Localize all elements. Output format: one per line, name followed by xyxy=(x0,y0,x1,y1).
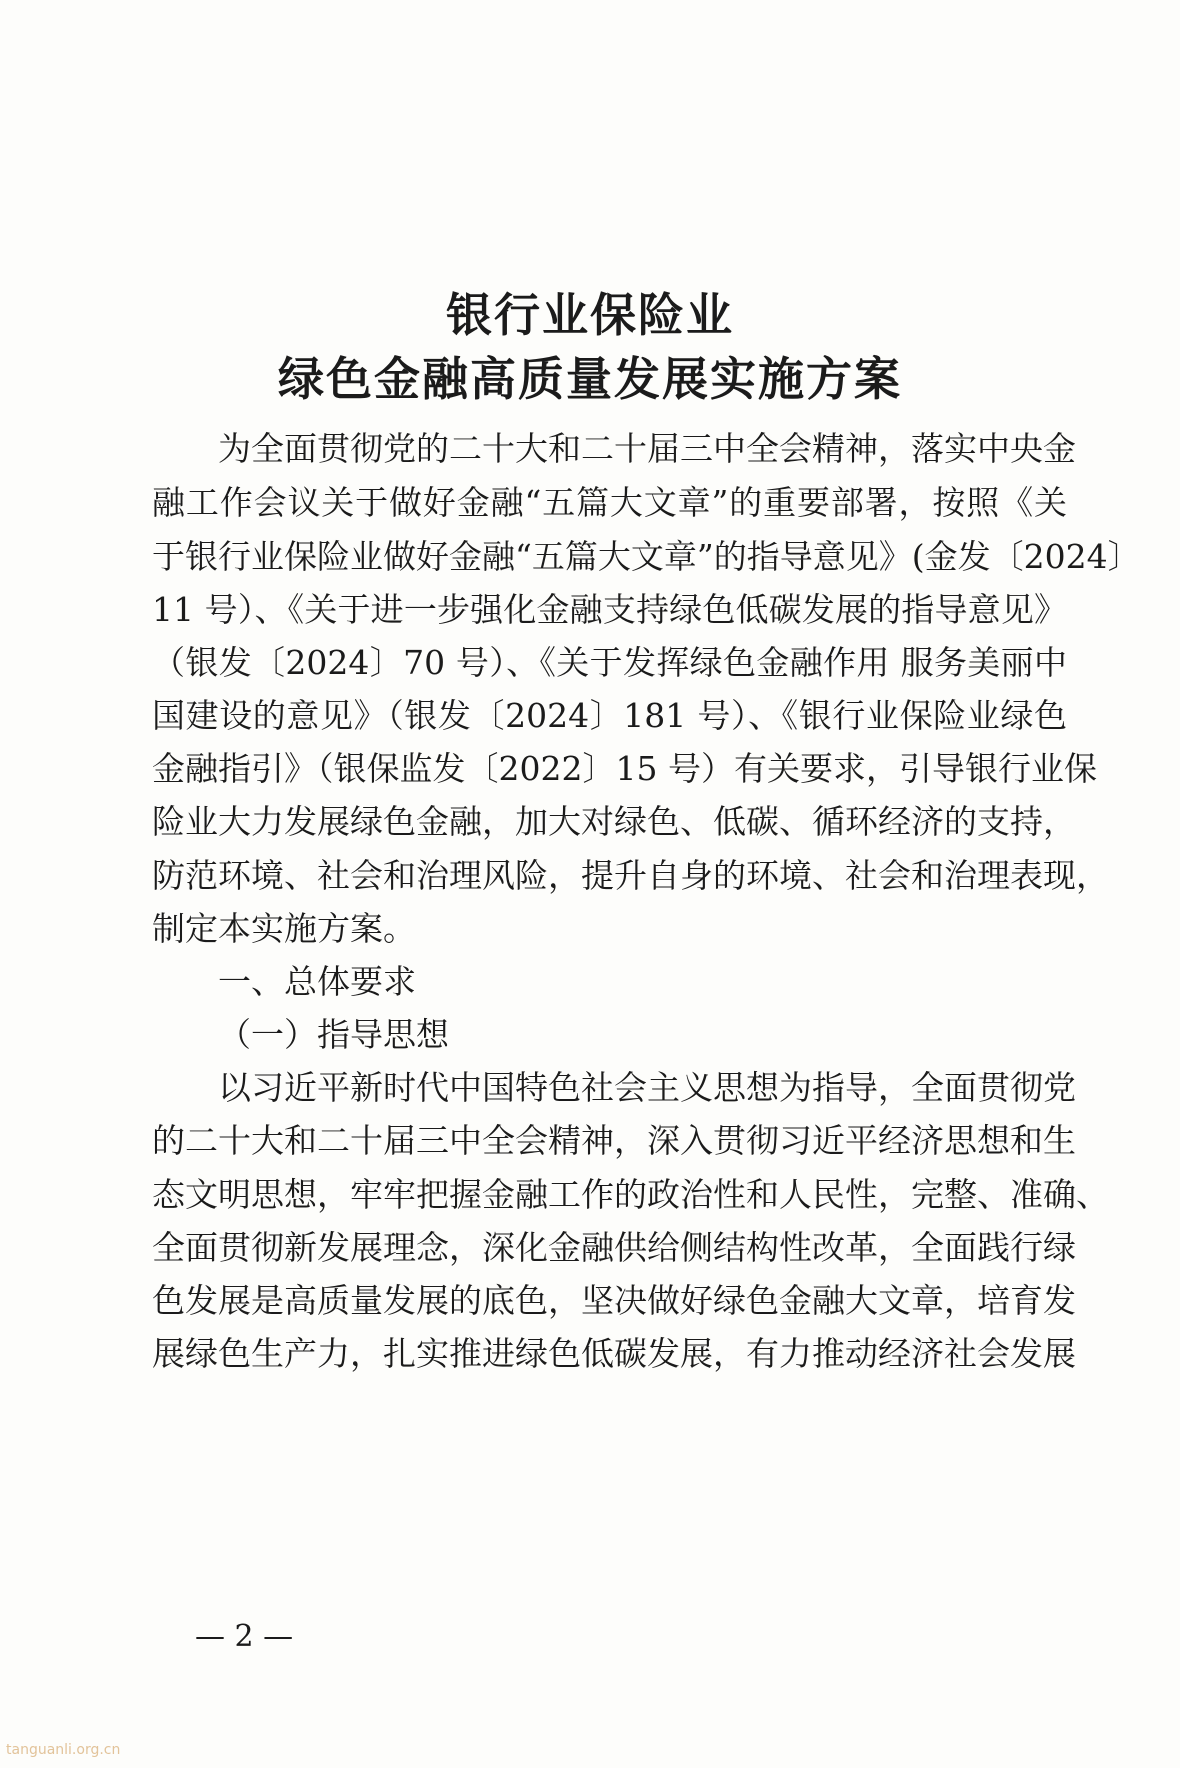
body-line: 国建设的意见》（银发〔2024〕181 号）、《银行业保险业绿色 xyxy=(152,696,1067,735)
body-line: 融工作会议关于做好金融“五篇大文章”的重要部署，按照《关 xyxy=(152,483,1067,522)
document-title-line-1: 银行业保险业 xyxy=(446,288,734,342)
body-line: 为全面贯彻党的二十大和二十届三中全会精神，落实中央金 xyxy=(218,429,1076,468)
document-title-line-2: 绿色金融高质量发展实施方案 xyxy=(278,352,902,406)
body-line: 于银行业保险业做好金融“五篇大文章”的指导意见》(金发〔2024〕 xyxy=(152,537,1141,576)
body-line: 金融指引》（银保监发〔2022〕15 号）有关要求，引导银行业保 xyxy=(152,749,1097,788)
body-line: 的二十大和二十届三中全会精神，深入贯彻习近平经济思想和生 xyxy=(152,1121,1076,1160)
body-line: 以习近平新时代中国特色社会主义思想为指导，全面贯彻党 xyxy=(218,1068,1076,1107)
section-heading: 一、总体要求 xyxy=(218,962,416,1001)
body-line: 制定本实施方案。 xyxy=(152,909,416,948)
watermark-text: tanguanli.org.cn xyxy=(6,1742,121,1758)
body-line: 色发展是高质量发展的底色，坚决做好绿色金融大文章，培育发 xyxy=(152,1281,1076,1320)
body-line: 险业大力发展绿色金融，加大对绿色、低碳、循环经济的支持， xyxy=(152,802,1076,841)
subsection-heading: （一）指导思想 xyxy=(218,1015,449,1054)
body-line: 11 号）、《关于进一步强化金融支持绿色低碳发展的指导意见》 xyxy=(152,590,1067,629)
body-line: 态文明思想，牢牢把握金融工作的政治性和人民性，完整、准确、 xyxy=(152,1175,1109,1214)
body-line: （银发〔2024〕70 号）、《关于发挥绿色金融作用 服务美丽中 xyxy=(152,643,1067,682)
body-line: 展绿色生产力，扎实推进绿色低碳发展，有力推动经济社会发展 xyxy=(152,1334,1076,1373)
page-number: — 2 — xyxy=(195,1619,294,1654)
body-line: 防范环境、社会和治理风险，提升自身的环境、社会和治理表现， xyxy=(152,856,1109,895)
body-line: 全面贯彻新发展理念，深化金融供给侧结构性改革，全面践行绿 xyxy=(152,1228,1076,1267)
